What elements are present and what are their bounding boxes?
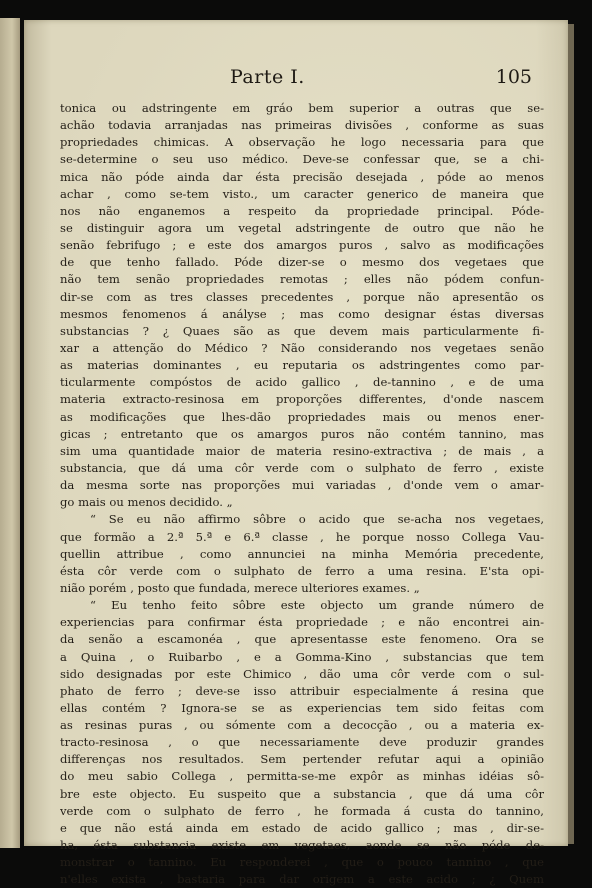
text-line: “ Eu tenho feito sôbre este objecto um grande número de <box>90 598 544 613</box>
text-line: e que não está ainda em estado de acido gallico ; mas , dir-se- <box>60 820 544 835</box>
text-line: “ Se eu não affirmo sôbre o acido que se-acha nos vegetaes, <box>90 512 544 527</box>
text-line: da mesma sorte nas proporções mui variadas , d'onde vem o amar- <box>60 478 544 493</box>
text-line: as modificações que lhes-dão propriedades mais ou menos ener- <box>60 409 544 424</box>
text-line: se distinguir agora um vegetal adstringente de outro que não he <box>60 220 544 235</box>
text-line: não tem senão propriedades remotas ; elles não pódem confun- <box>60 272 544 287</box>
text-line: ellas contém ? Ignora-se se as experiencias tem sido feitas com <box>60 700 544 715</box>
text-line: as resinas puras , ou sómente com a decocção , ou a materia ex- <box>60 718 544 733</box>
text-line: nos não enganemos a respeito da propriedade principal. Póde- <box>60 203 544 218</box>
text-line: de que tenho fallado. Póde dizer-se o mesmo dos vegetaes que <box>60 255 544 270</box>
text-line: tracto-resinosa , o que necessariamente deve produzir grandes <box>60 735 544 750</box>
text-line: n'elles exista , bastaria para dar origem a este acido ; ¿ Quem <box>60 872 544 887</box>
text-line: differenças nos resultados. Sem pertender refutar aqui a opinião <box>60 752 544 767</box>
text-line: ésta côr verde com o sulphato de ferro a uma resina. E'sta opi- <box>60 563 544 578</box>
text-line: bre este objecto. Eu suspeito que a substancia , que dá uma côr <box>60 786 544 801</box>
text-line: a Quina , o Ruibarbo , e a Gomma-Kino , substancias que tem <box>60 649 544 664</box>
text-line: da senão a escamonéa , que apresentasse este fenomeno. Ora se <box>60 632 544 647</box>
text-line: ticularmente compóstos de acido gallico , de-tannino , e de uma <box>60 375 544 390</box>
text-line: as materias dominantes , eu reputaria os adstringentes como par- <box>60 358 544 373</box>
text-line: propriedades chimicas. A observação he logo necessaria para que <box>60 135 544 150</box>
text-line: mica não póde ainda dar ésta precisão desejada , póde ao menos <box>60 169 544 184</box>
text-line: mesmos fenomenos á anályse ; mas como designar éstas diversas <box>60 306 544 321</box>
text-line: go mais ou menos decidido. „ <box>60 495 233 510</box>
text-line: quellin attribue , como annunciei na minha Memória precedente, <box>60 546 544 561</box>
text-line: dir-se com as tres classes precedentes , porque não apresentão os <box>60 289 544 304</box>
text-line: experiencias para confirmar ésta propriedade ; e não encontrei ain- <box>60 615 544 630</box>
text-line: senão febrifugo ; e este dos amargos puros , salvo as modificações <box>60 238 544 253</box>
text-line: achar , como se-tem visto., um caracter generico de maneira que <box>60 186 544 201</box>
facing-page-edge <box>0 18 20 848</box>
text-line: materia extracto-resinosa em proporções differentes, d'onde nascem <box>60 392 544 407</box>
text-line: phato de ferro ; deve-se isso attribuir especialmente á resina que <box>60 683 544 698</box>
page-edge-shadow <box>568 24 574 844</box>
text-line: substancia, que dá uma côr verde com o sulphato de ferro , existe <box>60 460 544 475</box>
text-line: se-determine o seu uso médico. Deve-se confessar que, se a chi- <box>60 152 544 167</box>
page-header <box>60 66 540 92</box>
text-line: sido designadas por este Chimico , dão uma côr verde com o sul- <box>60 666 544 681</box>
text-line: do meu sabio Collega , permitta-se-me expôr as minhas idéias sô- <box>60 769 544 784</box>
text-line: verde com o sulphato de ferro , he formada á custa do tannino, <box>60 803 544 818</box>
text-line: monstrar o tannino. Eu responderei , que o pouco tannino , que <box>60 855 544 870</box>
body-text <box>60 100 544 888</box>
text-line: gicas ; entretanto que os amargos puros não contém tannino, mas <box>60 426 544 441</box>
text-line: que formão a 2.ª 5.ª e 6.ª classe , he porque nosso Collega Vau- <box>60 529 544 544</box>
text-line: xar a attenção do Médico ? Não considerando nos vegetaes senão <box>60 340 544 355</box>
text-line: nião porém , posto que fundada, merece ulteriores exames. „ <box>60 580 420 595</box>
text-line: substancias ? ¿ Quaes são as que devem mais particularmente fi- <box>60 323 544 338</box>
text-line: tonica ou adstringente em gráo bem superior a outras que se- <box>60 101 544 115</box>
text-line: ha, ésta substancia existe em vegetaes, aonde se não póde de- <box>60 838 544 853</box>
page-number: 105 <box>495 66 532 88</box>
running-title: Parte I. <box>230 66 305 88</box>
text-line: sim uma quantidade maior de materia resino-extractiva ; de mais , a <box>60 443 544 458</box>
text-line: achão todavia arranjadas nas primeiras divisões , conforme as suas <box>60 118 544 133</box>
